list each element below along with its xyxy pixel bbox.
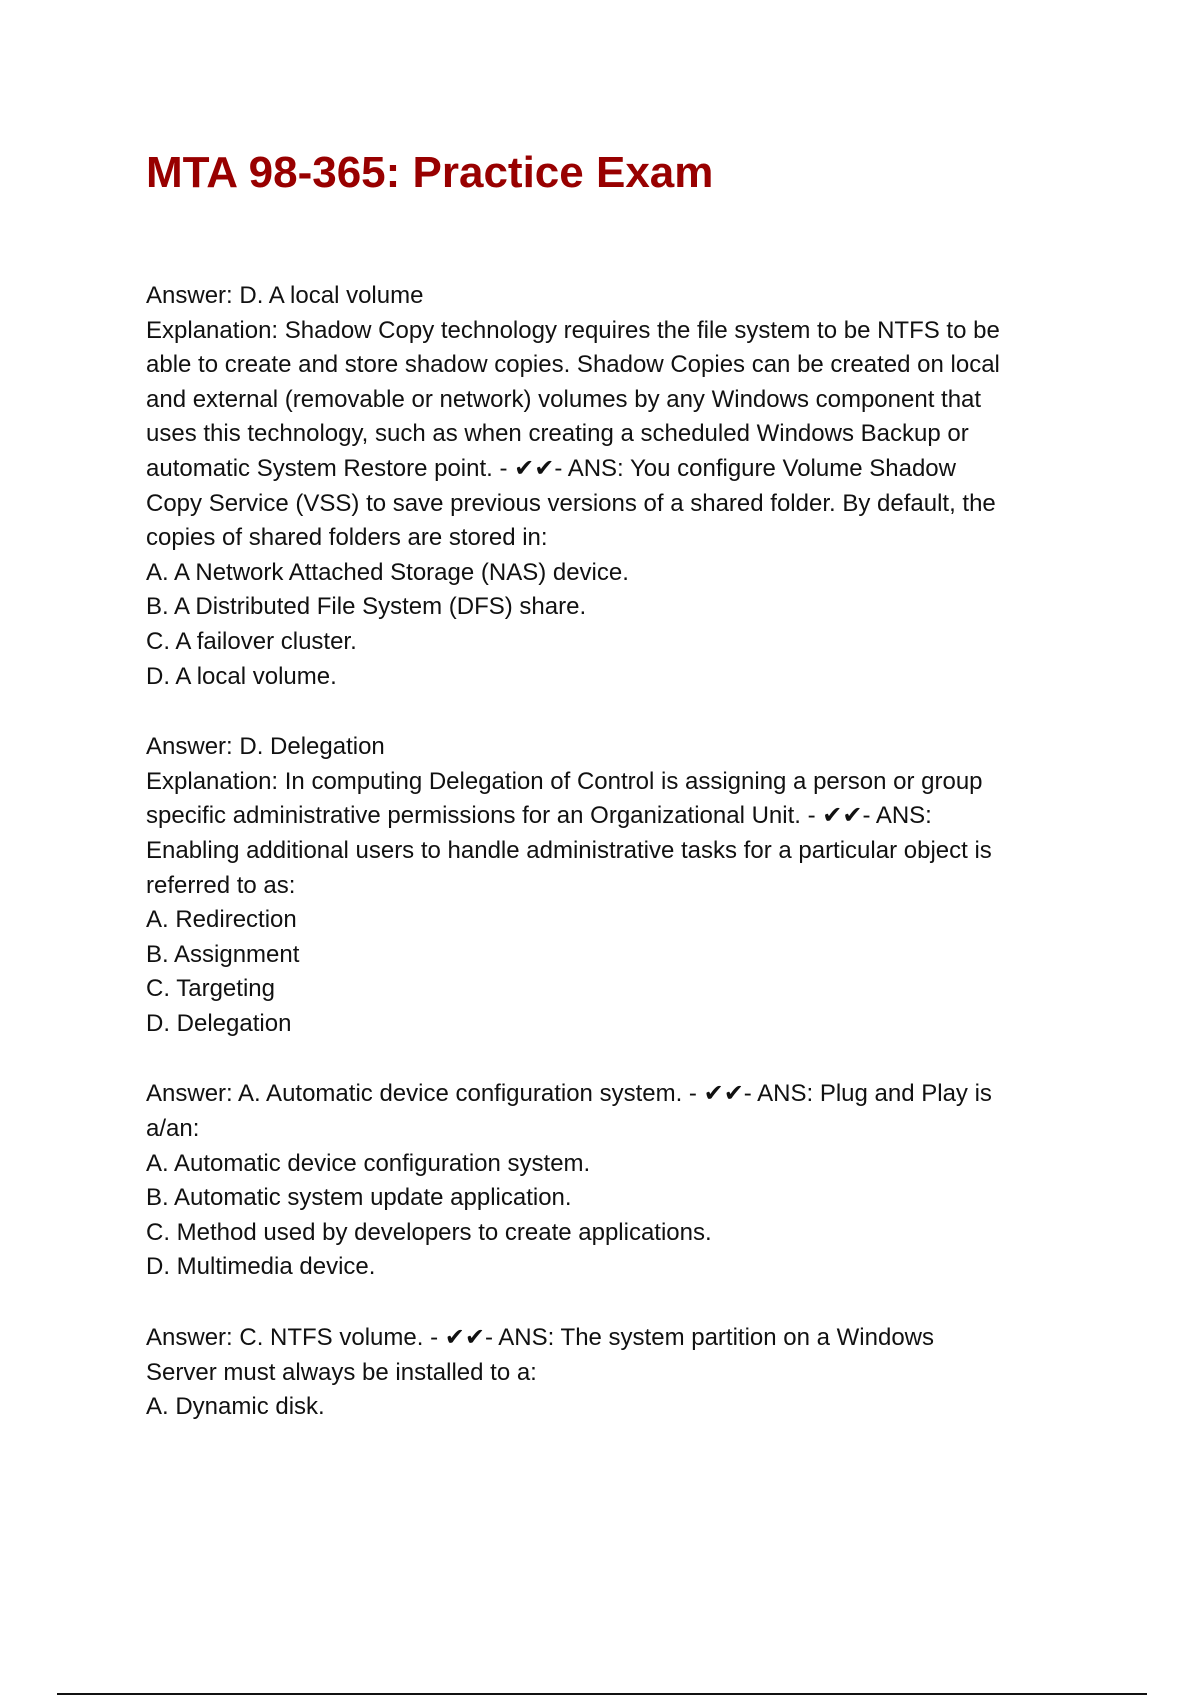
qa-block-3 [146, 1077, 1106, 1285]
footer-divider [57, 1693, 1147, 1695]
explanation-line: uses this technology, such as when creating a scheduled Windows Backup or [146, 420, 969, 448]
option-d: D. Delegation [146, 1009, 292, 1037]
explanation-line: Explanation: In computing Delegation of Control is assigning a person or group [146, 767, 983, 795]
question-line: Enabling additional users to handle administrative tasks for a particular object is [146, 836, 992, 864]
question-line: Copy Service (VSS) to save previous versions of a shared folder. By default, the [146, 489, 996, 517]
question-line: referred to as: [146, 871, 296, 899]
option-a: A. A Network Attached Storage (NAS) device. [146, 558, 629, 586]
explanation-line: specific administrative permissions for an Organizational Unit. - ✔✔- ANS: [146, 802, 932, 830]
page-title: MTA 98-365: Practice Exam [146, 148, 714, 197]
option-a: A. Dynamic disk. [146, 1393, 325, 1421]
option-a: A. Automatic device configuration system. [146, 1149, 591, 1177]
explanation-line: and external (removable or network) volumes by any Windows component that [146, 385, 982, 413]
answer-line: Answer: D. A local volume [146, 282, 424, 309]
block-spacer [146, 694, 1106, 730]
answer-line: Answer: A. Automatic device configuration system. - ✔✔- ANS: Plug and Play is [146, 1080, 992, 1108]
option-d: D. Multimedia device. [146, 1253, 376, 1281]
option-b: B. Assignment [146, 940, 300, 968]
option-d: D. A local volume. [146, 662, 337, 690]
option-c: C. Method used by developers to create applications. [146, 1218, 712, 1246]
question-line: automatic System Restore point. - ✔✔- ANS: You configure Volume Shadow [146, 454, 956, 482]
qa-block-1 [146, 279, 1106, 694]
block-spacer [146, 1041, 1106, 1077]
option-b: B. Automatic system update application. [146, 1184, 572, 1212]
block-spacer [146, 1285, 1106, 1321]
question-line: a/an: [146, 1115, 200, 1143]
answer-line: Answer: D. Delegation [146, 733, 385, 761]
question-line: copies of shared folders are stored in: [146, 524, 548, 552]
qa-block-4 [146, 1321, 1106, 1425]
question-line: Server must always be installed to a: [146, 1358, 537, 1386]
option-a: A. Redirection [146, 906, 297, 934]
option-c: C. A failover cluster. [146, 627, 357, 655]
explanation-line: able to create and store shadow copies. Shadow Copies can be created on local [146, 351, 1000, 379]
document-body [146, 279, 1106, 1425]
answer-line: Answer: C. NTFS volume. - ✔✔- ANS: The system partition on a Windows [146, 1324, 935, 1352]
option-b: B. A Distributed File System (DFS) share. [146, 593, 587, 621]
qa-block-2 [146, 730, 1106, 1041]
explanation-line: Explanation: Shadow Copy technology requires the file system to be NTFS to be [146, 316, 1000, 344]
option-c: C. Targeting [146, 975, 275, 1003]
